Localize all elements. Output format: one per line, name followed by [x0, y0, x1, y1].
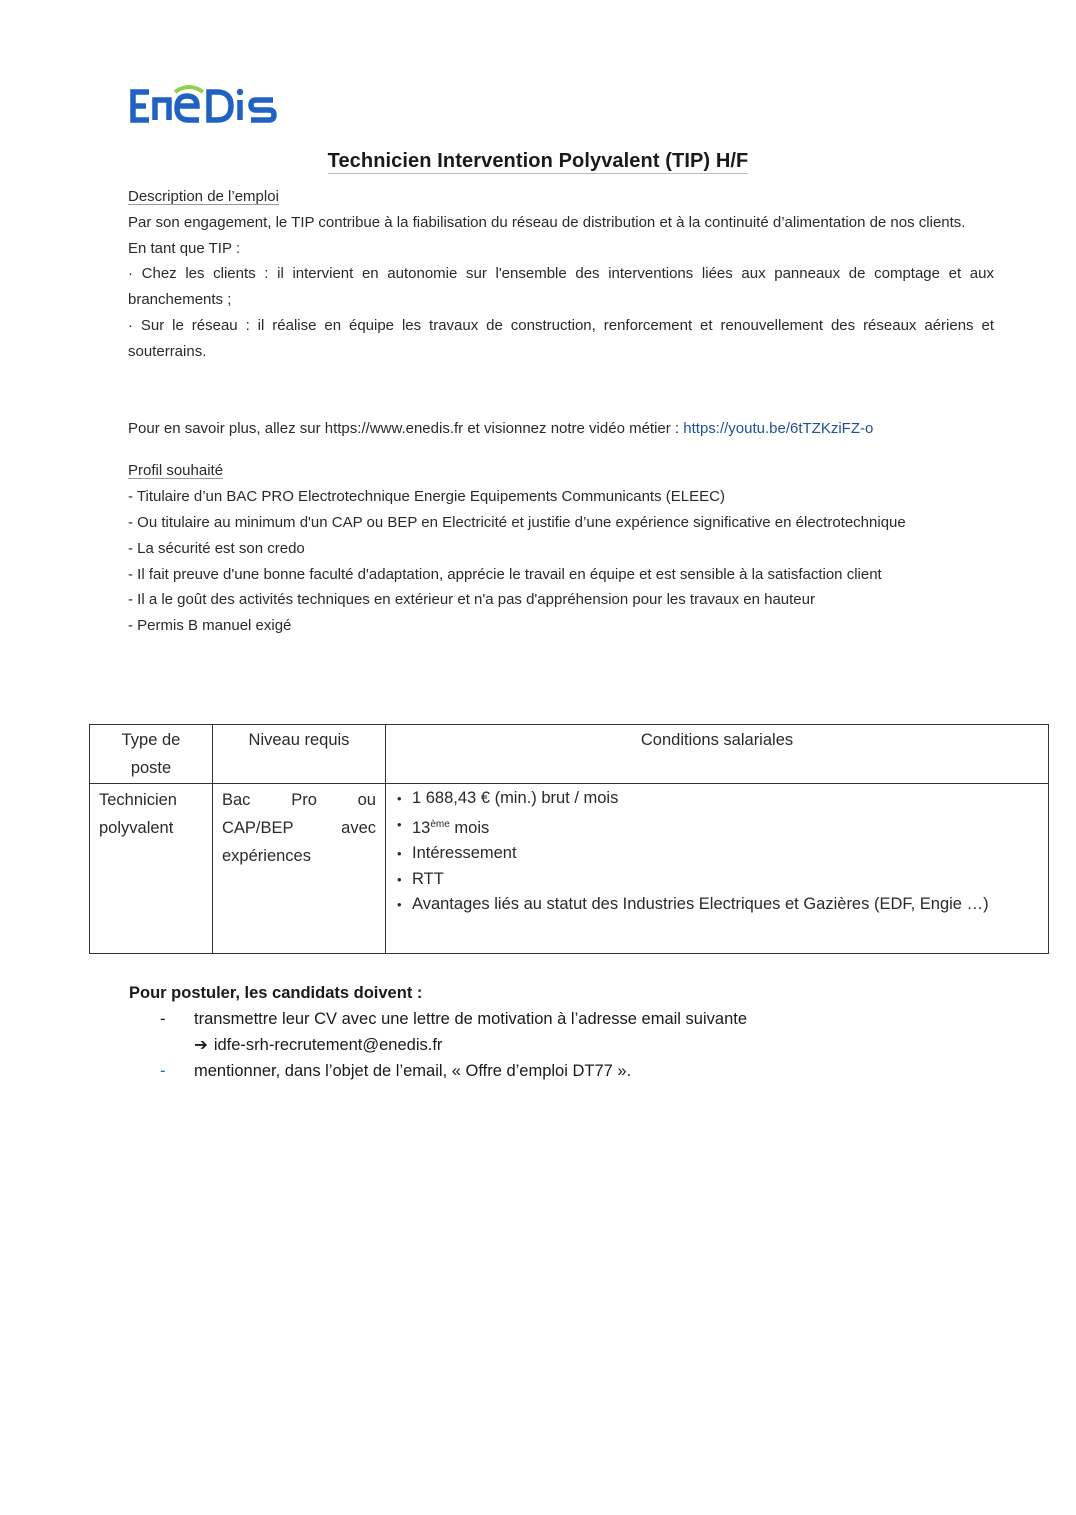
as-tip-label: En tant que TIP : [128, 239, 241, 257]
apply-step-subject: - mentionner, dans l’objet de l’email, « Offre d’emploi DT77 ». [129, 1058, 1029, 1084]
profit-sharing-item: • Intéressement [396, 841, 1038, 867]
profile-item: - Permis B manuel exigé [128, 617, 292, 635]
apply-section [129, 980, 1029, 1084]
dash-marker: - [160, 1010, 166, 1028]
table-header-row [90, 725, 1049, 784]
description-intro: Par son engagement, le TIP contribue à la fiabilisation du réseau de distribution et à la continuité d’alimentation de nos clients. [128, 213, 966, 231]
profile-heading: Profil souhaité [128, 462, 224, 480]
cell-level: Bac Pro ou CAP/BEP avec expériences [213, 784, 386, 954]
rtt-item: • RTT [396, 867, 1038, 893]
profile-item: - Ou titulaire au minimum d'un CAP ou BEP en Electricité et justifie d’une expérience significative en électrotechnique [128, 513, 906, 531]
header-level: Niveau requis [213, 725, 386, 784]
profile-item: - Il fait preuve d'une bonne faculté d'adaptation, apprécie le travail en équipe et est sensible à la satisfaction client [128, 565, 882, 583]
table-row [90, 784, 1049, 954]
more-info: Pour en savoir plus, allez sur https://www.enedis.fr et visionnez notre vidéo métier : https://youtu.be/6tTZKziFZ-o [128, 419, 874, 437]
cell-conditions [386, 784, 1049, 954]
salary-item: • 1 688,43 € (min.) brut / mois [396, 786, 1038, 812]
benefits-item: • Avantages liés au statut des Industries Electriques et Gazières (EDF, Engie …) [396, 892, 1038, 918]
clients-bullet: · Chez les clients : il intervient en autonomie sur l'ensemble des interventions liées aux panneaux de comptage et aux branchements ; [128, 265, 994, 309]
profile-item: - Il a le goût des activités techniques en extérieur et n'a pas d'appréhension pour les travaux en hauteur [128, 591, 815, 609]
profile-item: - La sécurité est son credo [128, 539, 305, 557]
video-link[interactable]: https://youtu.be/6tTZKziFZ-o [683, 419, 874, 437]
dash-marker: - [160, 1062, 166, 1080]
enedis-logo [129, 84, 279, 128]
profile-item: - Titulaire d’un BAC PRO Electrotechnique Energie Equipements Communicants (ELEEC) [128, 488, 725, 506]
job-title: Technicien Intervention Polyvalent (TIP) H/F [327, 150, 749, 172]
thirteenth-month-item: • 13ème mois [396, 812, 1038, 842]
description-heading: Description de l’emploi [128, 188, 279, 205]
cell-type: Technicien polyvalent [90, 784, 213, 954]
apply-step-cv: - transmettre leur CV avec une lettre de motivation à l’adresse email suivante ➔ idfe-srh-recrutement@enedis.fr [129, 1006, 1029, 1058]
apply-heading: Pour postuler, les candidats doivent : [129, 984, 423, 1002]
arrow-icon: ➔ [194, 1036, 208, 1054]
header-type: Type de poste [90, 725, 213, 784]
recruitment-email[interactable]: idfe-srh-recrutement@enedis.fr [213, 1036, 443, 1054]
conditions-table [89, 724, 1049, 954]
network-bullet: · Sur le réseau : il réalise en équipe les travaux de construction, renforcement et renouvellement des réseaux aériens et souterrains. [128, 316, 994, 360]
header-conditions: Conditions salariales [386, 725, 1049, 784]
job-content [128, 184, 994, 639]
